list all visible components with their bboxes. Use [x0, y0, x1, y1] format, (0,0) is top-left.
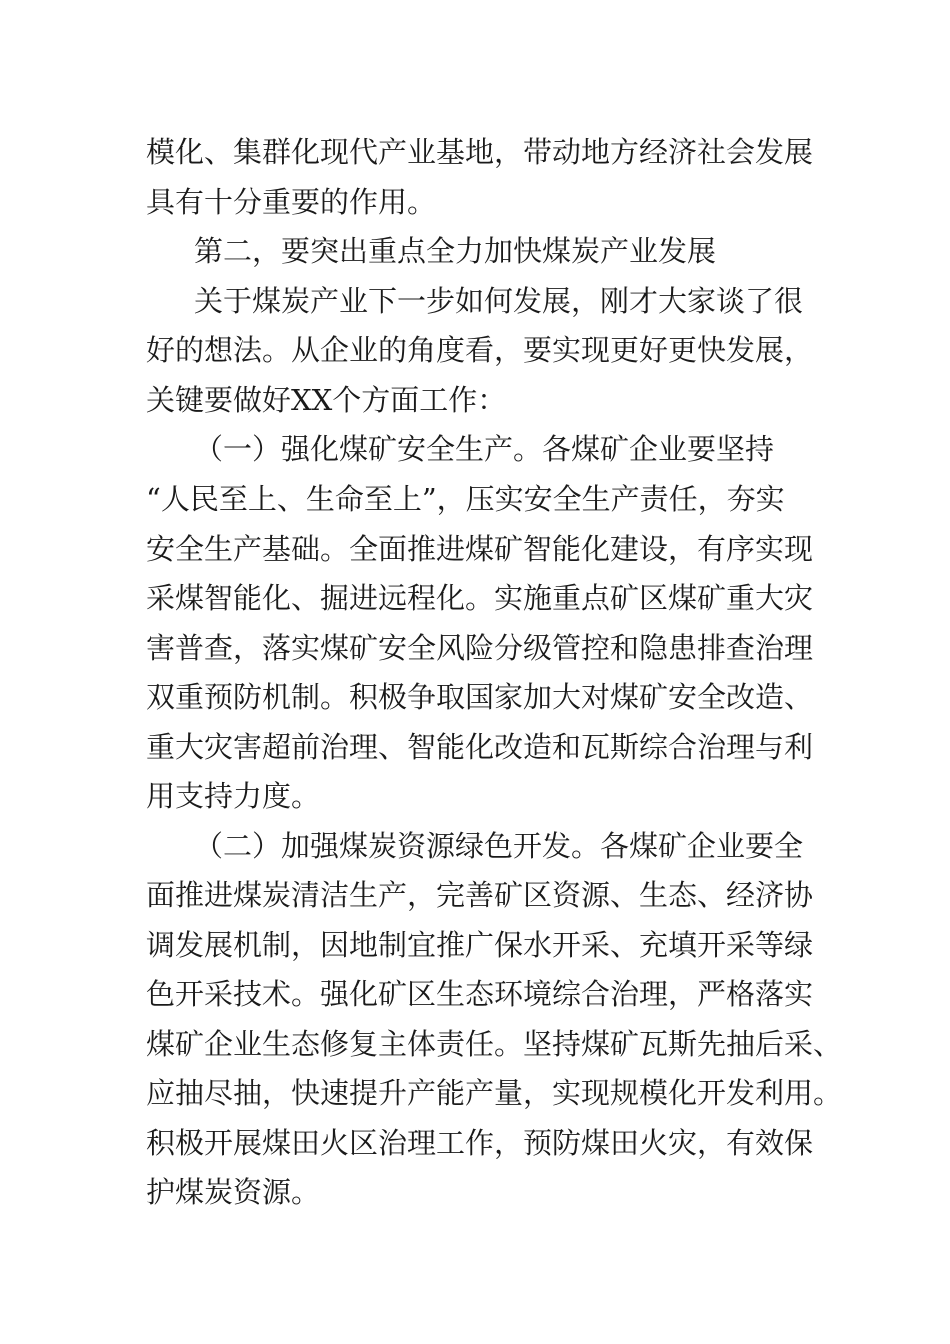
- text-line: 重大灾害超前治理、智能化改造和瓦斯综合治理与利: [146, 730, 814, 764]
- text-line: 调发展机制，因地制宜推广保水开采、充填开采等绿: [146, 928, 814, 962]
- section-heading: 第二，要突出重点全力加快煤炭产业发展: [194, 234, 717, 268]
- text-line: 关于煤炭产业下一步如何发展，刚才大家谈了很: [194, 284, 804, 318]
- text-line: “人民至上、生命至上”，压实安全生产责任，夯实: [146, 482, 785, 516]
- text-line: 积极开展煤田火区治理工作，预防煤田火灾，有效保: [146, 1126, 814, 1160]
- text-line: 煤矿企业生态修复主体责任。坚持煤矿瓦斯先抽后采、: [146, 1027, 843, 1061]
- text-line: 安全生产基础。全面推进煤矿智能化建设，有序实现: [146, 532, 814, 566]
- text-line: 护煤炭资源。: [146, 1175, 321, 1209]
- text-line: 采煤智能化、掘进远程化。实施重点矿区煤矿重大灾: [146, 581, 814, 615]
- text-line: 具有十分重要的作用。: [146, 185, 437, 219]
- text-line: 应抽尽抽，快速提升产能产量，实现规模化开发利用。: [146, 1076, 843, 1110]
- subsection-line: （二）加强煤炭资源绿色开发。各煤矿企业要全: [194, 829, 804, 863]
- text-line: 用支持力度。: [146, 779, 321, 813]
- text-line: 双重预防机制。积极争取国家加大对煤矿安全改造、: [146, 680, 814, 714]
- text-line: 模化、集群化现代产业基地，带动地方经济社会发展: [146, 135, 814, 169]
- text-line: 面推进煤炭清洁生产，完善矿区资源、生态、经济协: [146, 878, 814, 912]
- text-line: 好的想法。从企业的角度看，要实现更好更快发展，: [146, 333, 814, 367]
- subsection-line: （一）强化煤矿安全生产。各煤矿企业要坚持: [194, 432, 775, 466]
- text-line: 害普查，落实煤矿安全风险分级管控和隐患排查治理: [146, 631, 814, 665]
- text-line: 关键要做好XX个方面工作：: [146, 383, 507, 417]
- text-line: 色开采技术。强化矿区生态环境综合治理，严格落实: [146, 977, 814, 1011]
